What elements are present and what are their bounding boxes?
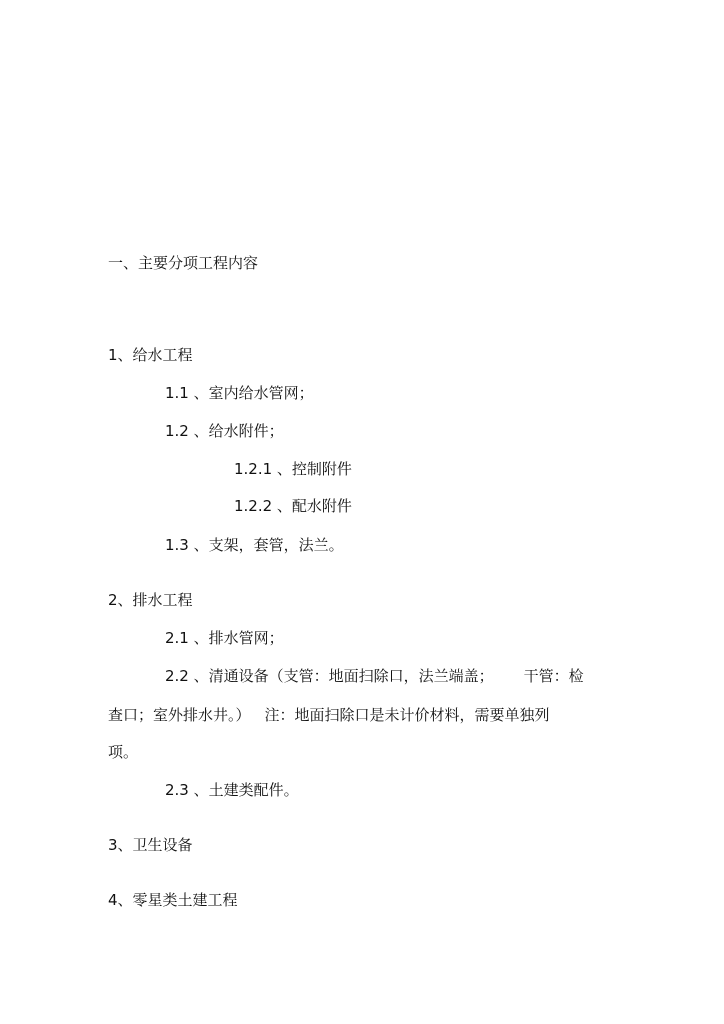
paragraph-text: 2.2 、清通设备（支管：地面扫除口，法兰端盖； — [165, 667, 494, 685]
list-item — [165, 666, 584, 686]
list-item: 2.1 、排水管网； — [165, 629, 284, 647]
section-heading-4: 4、零星类土建工程 — [108, 891, 238, 909]
list-item: 1.3 、支架，套管，法兰。 — [165, 536, 344, 554]
paragraph-text: 查口；室外排水井。） — [108, 706, 251, 724]
paragraph-text: 干管：检 — [523, 667, 584, 685]
list-item: 1.1 、室内给水管网； — [165, 384, 314, 402]
paragraph-continuation: 项。 — [108, 743, 139, 761]
section-heading-2: 2、排水工程 — [108, 591, 193, 609]
document-title: 一、主要分项工程内容 — [108, 254, 259, 272]
paragraph-text: 注：地面扫除口是未计价材料，需要单独列 — [264, 706, 550, 724]
list-item: 2.3 、土建类配件。 — [165, 781, 299, 799]
list-item: 1.2.1 、控制附件 — [234, 460, 352, 478]
list-item: 1.2 、给水附件； — [165, 422, 284, 440]
list-item: 1.2.2 、配水附件 — [234, 497, 352, 515]
section-heading-1: 1、给水工程 — [108, 346, 193, 364]
paragraph-continuation — [108, 705, 550, 725]
section-heading-3: 3、卫生设备 — [108, 836, 193, 854]
